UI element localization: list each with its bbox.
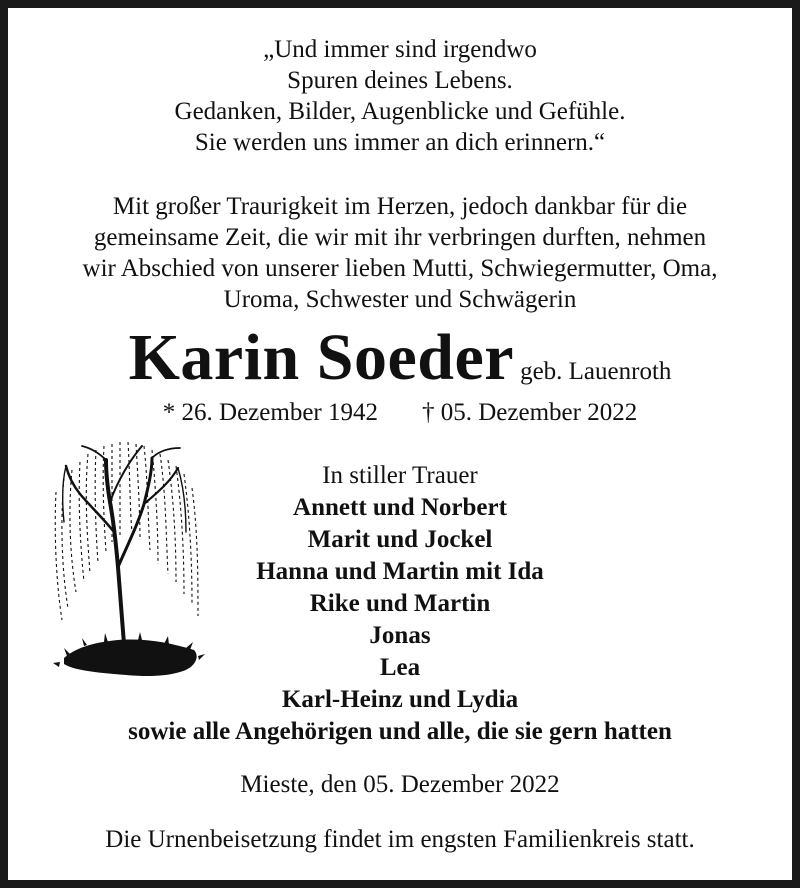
mourner-name: Marit und Jockel (307, 526, 493, 553)
mourner-name: Jonas (369, 622, 431, 649)
quote-line: Sie werden uns immer an dich erinnern.“ (194, 129, 606, 156)
place-and-date: Mieste, den 05. Dezember 2022 (240, 771, 560, 798)
birth-date: * 26. Dezember 1942 (162, 399, 378, 426)
announcement-line: gemeinsame Zeit, die wir mit ihr verbringen durften, nehmen (93, 224, 707, 251)
deceased-name: Karin Soeder (128, 321, 515, 394)
mourner-name: Hanna und Martin mit Ida (256, 558, 544, 585)
burial-note: Die Urnenbeisetzung findet im engsten Familienkreis statt. (105, 826, 695, 853)
mourner-name: Rike und Martin (309, 590, 491, 617)
announcement-line: wir Abschied von unserer lieben Mutti, Schwiegermutter, Oma, (82, 255, 718, 282)
mourner-name: sowie alle Angehörigen und alle, die sie gern hatten (128, 718, 672, 745)
memorial-quote (8, 34, 792, 158)
death-date: † 05. Dezember 2022 (422, 399, 638, 426)
mourner-name: Annett und Norbert (293, 494, 507, 521)
life-dates (8, 396, 792, 430)
quote-line: „Und immer sind irgendwo (263, 36, 537, 63)
maiden-name: geb. Lauenroth (520, 358, 672, 385)
quote-line: Spuren deines Lebens. (287, 67, 513, 94)
announcement-text (8, 191, 792, 315)
quote-line: Gedanken, Bilder, Augenblicke und Gefühle. (174, 98, 626, 125)
announcement-line: Uroma, Schwester und Schwägerin (223, 286, 577, 313)
mourner-name: Lea (379, 654, 421, 681)
mourners-list (88, 460, 712, 748)
mourner-name: Karl-Heinz und Lydia (281, 686, 519, 713)
announcement-line: Mit großer Traurigkeit im Herzen, jedoch dankbar für die (112, 193, 688, 220)
mourners-intro: In stiller Trauer (322, 462, 478, 489)
